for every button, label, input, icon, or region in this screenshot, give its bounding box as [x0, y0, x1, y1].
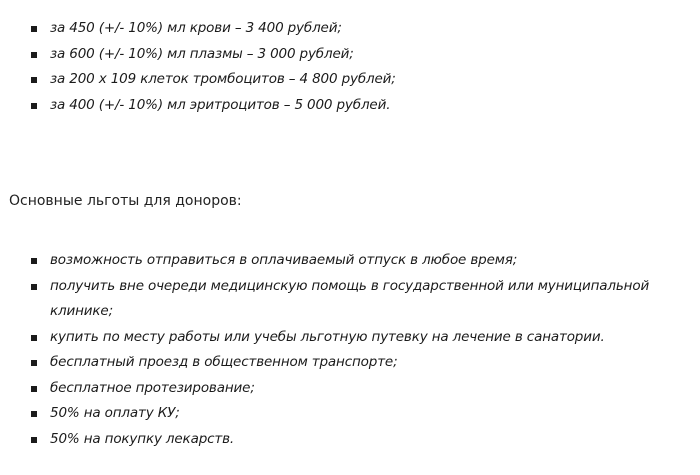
- list-item: [0, 427, 700, 453]
- list-item: [0, 401, 700, 427]
- list-item-text: за 400 (+/- 10%) мл эритроцитов – 5 000 рублей.: [50, 96, 391, 113]
- benefits-list: [0, 248, 700, 452]
- list-item-text: 50% на оплату КУ;: [50, 405, 180, 421]
- list-item: [0, 67, 700, 93]
- list-item-text: за 600 (+/- 10%) мл плазмы – 3 000 рублей;: [50, 45, 354, 62]
- square-bullet-icon: [31, 103, 37, 109]
- list-item: [0, 350, 700, 376]
- square-bullet-icon: [31, 258, 37, 264]
- list-item-text: бесплатный проезд в общественном транспорте;: [50, 354, 398, 370]
- list-item-text: 50% на покупку лекарств.: [50, 430, 235, 447]
- list-item: [0, 16, 700, 42]
- square-bullet-icon: [31, 386, 37, 392]
- list-item-text: за 200 х 109 клеток тромбоцитов – 4 800 рублей;: [50, 71, 396, 87]
- square-bullet-icon: [31, 77, 37, 83]
- list-item-text: возможность отправиться в оплачиваемый отпуск в любое время;: [50, 252, 518, 268]
- list-item-text: за 450 (+/- 10%) мл крови – 3 400 рублей;: [50, 20, 342, 36]
- list-item: [0, 325, 700, 351]
- square-bullet-icon: [31, 335, 37, 341]
- square-bullet-icon: [31, 411, 37, 417]
- list-item-text: бесплатное протезирование;: [50, 379, 255, 396]
- list-item: [0, 376, 700, 402]
- square-bullet-icon: [31, 437, 37, 443]
- list-item: [0, 248, 700, 274]
- square-bullet-icon: [31, 360, 37, 366]
- list-item-text: получить вне очереди медицинскую помощь в государственной или муниципальной клинике;: [50, 277, 650, 319]
- list-item-text: купить по месту работы или учебы льготную путевку на лечение в санатории.: [50, 328, 605, 345]
- benefits-intro: Основные льготы для доноров:: [9, 193, 242, 209]
- list-item: [0, 42, 700, 68]
- square-bullet-icon: [31, 284, 37, 290]
- list-item: [0, 93, 700, 119]
- list-item: [0, 274, 700, 325]
- price-list: [0, 16, 700, 118]
- square-bullet-icon: [31, 26, 37, 32]
- square-bullet-icon: [31, 52, 37, 58]
